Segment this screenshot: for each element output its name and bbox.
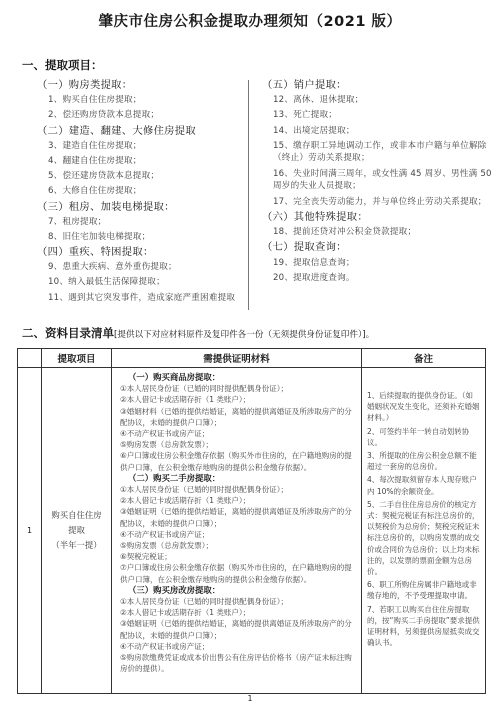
materials-subheading: （三）购买房改房提取：	[128, 584, 221, 595]
material-item: ⑥户口簿或住房公积金缴存依据（购买外市住房的，在户籍地购房的提供户口簿，在公积金缴存地购房的提供公积金缴存依据）。	[120, 451, 352, 472]
remark-item: 7、若职工以购买自住住房提取的，按“购买二手房提取”要求提供证明材料，另须提供房屋抵卖成交确认书。	[367, 604, 480, 648]
materials-subheading: （二）购买二手房提取：	[128, 472, 221, 483]
header-num	[18, 349, 42, 368]
list-item: 6、大修自住住房提取；	[48, 186, 142, 197]
row-materials	[112, 368, 362, 694]
material-item: ③婚姻证明（已婚的提供结婚证，离婚的提供离婚证及所涉取房产的分配协议，未婚的提供户口簿）；	[120, 619, 352, 640]
material-item: ⑤购房发票（总房款发票）；	[120, 541, 213, 551]
remark-item: 3、所提取的住房公积金总额不能超过一套房的总房价。	[367, 451, 477, 472]
category-heading: （六）其他特殊提取：	[262, 210, 368, 223]
header-materials: 需提供证明材料	[112, 349, 362, 368]
project-line: 购买自住住房	[51, 510, 102, 520]
header-project: 提取项目	[42, 349, 112, 368]
material-item: ①本人居民身份证（已婚的同时提供配偶身份证）；	[120, 485, 288, 495]
list-item: 9、患重大疾病、意外重伤提取；	[48, 262, 177, 273]
material-item: ⑤购房款缴费凭证或成本价出售公有住房评估价格书（房产证未标注购房价的提供）。	[120, 653, 352, 674]
list-item: 3、建造自住住房提取；	[48, 140, 142, 151]
project-line: 提取	[68, 525, 85, 535]
list-item: 1、购买自住住房提取；	[48, 95, 142, 106]
remark-item: 5、二手自住住房总房价的核定方式：契税完税证有标注总房价的，以契税价为总房价；契税完税证未标注总房价的，以购房发票的成交价或合同价为总房价；以上均未标注的，以发票的票面金额为总房价。	[367, 499, 480, 577]
materials-subheading: （一）购买商品房提取：	[128, 372, 221, 382]
category-heading: （三）租房、加装电梯提取：	[37, 200, 175, 213]
material-item: ④不动产权证书或房产证；	[120, 429, 210, 439]
category-heading: （五）销户提取：	[262, 79, 347, 91]
material-item: ②本人借记卡或活期存折（1 类账户）；	[120, 608, 251, 618]
material-item: ④不动产权证书或房产证；	[120, 529, 210, 539]
materials-table	[17, 348, 486, 694]
list-item: 5、偿还建房贷款本息提取；	[48, 171, 160, 182]
category-heading: （四）重疾、特困提取：	[37, 246, 154, 259]
material-item: ②本人借记卡或活期存折（1 类账户）；	[120, 395, 251, 405]
category-heading: （七）提取查询：	[262, 241, 347, 254]
document-title: 肇庆市住房公积金提取办理须知（2021 版）	[98, 14, 402, 30]
material-item: ①本人居民身份证（已婚的同时提供配偶身份证）；	[120, 597, 288, 607]
list-item: 13、死亡提取；	[273, 110, 338, 121]
section2-heading-text: 二、资料目录清单	[22, 326, 114, 340]
section2-note: [提供以下对应材料原件及复印件各一份（无须提供身份证复印件）]。	[114, 330, 375, 340]
material-item: ⑦户口簿或住房公积金缴存依据（购买外市住房的，在户籍地购房的提供户口簿，在公积金缴存地购房的提供公积金缴存依据）。	[120, 563, 352, 584]
table-row	[18, 368, 486, 694]
material-item: ①本人居民身份证（已婚的同时提供配偶身份证）；	[120, 384, 288, 394]
material-item: ③婚姻材料（已婚的提供结婚证，离婚的提供离婚证及所涉取房产的分配协议，未婚的提供户口簿）；	[120, 406, 352, 427]
list-item: 16、失业时间满三周年，或女性满 45 周岁、男性满 50 周岁的失业人员提取；	[273, 168, 492, 192]
list-item: 17、完全丧失劳动能力，并与单位终止劳动关系提取；	[273, 196, 487, 207]
list-item: 2、偿还购房贷款本息提取；	[48, 110, 160, 121]
list-item: 10、纳入最低生活保障提取；	[48, 277, 165, 288]
list-item: 4、翻建自住住房提取；	[48, 155, 142, 166]
column-divider	[248, 80, 249, 310]
list-item: 14、出境定居提取；	[273, 125, 355, 136]
header-remarks: 备注	[362, 349, 486, 368]
category-heading: （二）建造、翻建、大修住房提取	[37, 124, 196, 137]
list-item: 8、旧住宅加装电梯提取；	[48, 231, 151, 242]
row-number: 1	[18, 368, 42, 694]
remark-item: 6、职工所购住房属非户籍地或非缴存地的，不予受理提取申请。	[367, 580, 477, 601]
withdrawal-items-left-column	[37, 78, 252, 306]
material-item: ⑥契税完税证；	[120, 552, 172, 562]
section2-heading	[22, 325, 374, 341]
project-line: （半年一提）	[51, 540, 102, 550]
material-item: ③婚姻证明（已婚的提供结婚证，离婚的提供离婚证及所涉取房产的分配协议，未婚的提供户口簿）；	[120, 507, 352, 528]
category-heading: （一）购房类提取：	[37, 79, 133, 91]
list-item: 20、提取进度查询。	[273, 272, 355, 283]
withdrawal-items-right-column	[262, 78, 494, 286]
list-item: 19、提取信息查询；	[273, 257, 355, 268]
list-item: 11、遇到其它突发事件，造成家庭严重困难提取	[48, 292, 236, 303]
section1-heading: 一、提取项目：	[22, 58, 103, 72]
remark-item: 4、每次提取须留存本人现存账户内 10%的余额资金。	[367, 475, 477, 496]
material-item: ⑤购房发票（总房款发票）；	[120, 440, 213, 450]
page-number: 1	[247, 694, 253, 703]
row-project	[42, 368, 112, 694]
material-item: ④不动产权证书或房产证；	[120, 641, 210, 651]
remark-item: 2、可签约半年一转自动划转协议。	[367, 426, 470, 447]
material-item: ②本人借记卡或活期存折（1 类账户）；	[120, 496, 251, 506]
list-item: 7、租房提取；	[48, 216, 107, 227]
row-remarks	[362, 368, 486, 694]
table-header-row	[18, 349, 486, 368]
list-item: 15、缴存职工异地调动工作，或非本市户籍与单位解除（终止）劳动关系提取；	[273, 140, 487, 164]
list-item: 18、提前还贷对冲公积金贷款提取；	[273, 227, 417, 238]
remark-item: 1、后续提取的提供身份证。（如婚姻状况发生变化，还须补充婚姻材料。）	[367, 391, 480, 423]
list-item: 12、离休、退休提取；	[273, 95, 364, 106]
